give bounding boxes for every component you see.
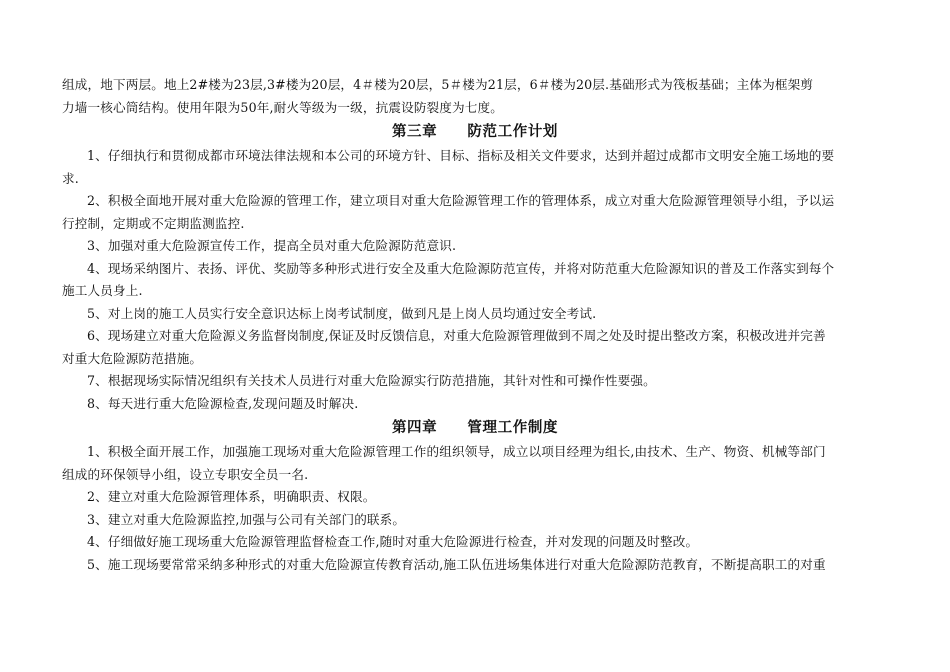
list-item xyxy=(62,531,888,554)
item-line: 5、对上岗的施工人员实行安全意识达标上岗考试制度，做到凡是上岗人员均通过安全考试. xyxy=(87,305,597,321)
item-line: 6、现场建立对重大危险源义务监督岗制度,保证及时反馈信息，对重大危险源管理做到不周之处及时提出整改方案，积极改进并完善 xyxy=(87,328,826,343)
item-line: 4、现场采纳图片、表扬、评优、奖励等多种形式进行安全及重大危险源防范宣传，并将对防范重大危险源知识的普及工作落实到每个 xyxy=(87,260,835,276)
item-line-continued: 施工人员身上. xyxy=(62,283,143,298)
item-line-continued: 对重大危险源防范措施。 xyxy=(62,350,203,366)
item-line-continued: 行控制，定期或不定期监测监控. xyxy=(62,215,245,231)
item-line: 4、仔细做好施工现场重大危险源管理监督检查工作,随时对重大危险源进行检查，并对发现的问题及时整改。 xyxy=(87,534,699,549)
item-line: 1、仔细执行和贯彻成都市环境法律法规和本公司的环境方针、目标、指标及相关文件要求，达到并超过成都市文明安全施工场地的要 xyxy=(87,148,835,163)
chapter-3-list xyxy=(62,145,888,415)
item-line: 1、积极全面开展工作，加强施工现场对重大危险源管理工作的组织领导，成立以项目经理为组长,由技术、生产、物资、机械等部门 xyxy=(87,444,826,459)
list-item xyxy=(62,303,888,326)
list-item xyxy=(62,145,888,190)
list-item xyxy=(62,393,888,416)
list-item xyxy=(62,370,888,393)
intro-line-1: 组成，地下两层。地上2#楼为23层,3#楼为20层，4＃楼为20层，5＃楼为21层，6＃楼为20层.基础形式为筏板基础；主体为框架剪 xyxy=(62,77,814,92)
item-line: 8、每天进行重大危险源检查,发现问题及时解决. xyxy=(87,395,359,411)
list-item xyxy=(62,554,888,577)
item-line: 2、积极全面地开展对重大危险源的管理工作，建立项目对重大危险源管理工作的管理体系，成立对重大危险源管理领导小组，予以运 xyxy=(87,193,835,208)
item-line: 3、加强对重大危险源宣传工作，提高全员对重大危险源防范意识. xyxy=(87,238,457,253)
item-line: 2、建立对重大危险源管理体系，明确职责、权限。 xyxy=(87,489,376,504)
list-item xyxy=(62,441,888,486)
item-line: 7、根据现场实际情况组织有关技术人员进行对重大危险源实行防范措施，其针对性和可操作性要强。 xyxy=(87,373,656,388)
item-line-continued: 求. xyxy=(62,170,79,186)
item-line-continued: 组成的环保领导小组，设立专职安全员一名. xyxy=(62,466,309,482)
list-item xyxy=(62,235,888,258)
item-line: 3、建立对重大危险源监控,加强与公司有关部门的联系。 xyxy=(87,511,406,527)
list-item xyxy=(62,190,888,235)
chapter-3-title: 第三章 防范工作计划 xyxy=(391,123,559,140)
item-line: 5、施工现场要常常采纳多种形式的对重大危险源宣传教育活动,施工队伍进场集体进行对重大危险源防范教育，不断提高职工的对重 xyxy=(87,556,826,572)
list-item xyxy=(62,325,888,370)
list-item xyxy=(62,258,888,303)
intro-line-2: 力墙一核心筒结构。使用年限为50年,耐火等级为一级，抗震设防裂度为七度。 xyxy=(62,99,504,115)
chapter-4-list xyxy=(62,441,888,576)
chapter-4-title: 第四章 管理工作制度 xyxy=(391,419,559,436)
document-page xyxy=(62,74,888,576)
list-item xyxy=(62,486,888,509)
list-item xyxy=(62,509,888,532)
